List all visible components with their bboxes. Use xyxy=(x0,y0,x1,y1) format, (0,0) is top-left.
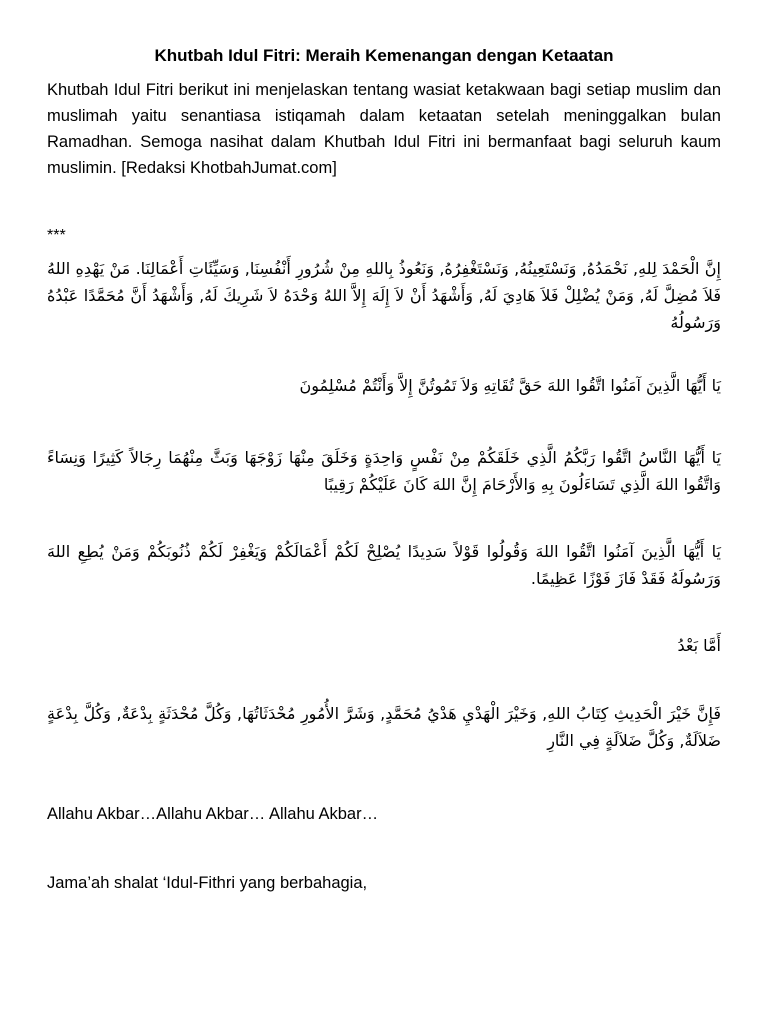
arabic-verse-al-ahzab: يَا أَيُّهَا الَّذِينَ آمَنُوا اتَّقُوا اللهَ وَقُولُوا قَوْلاً سَدِيدًا يُصْلِحْ لَكُمْ أَعْمَالَكُمْ وَيَغْفِرْ لَكُمْ ذُنُوبَكُمْ وَمَنْ يُطِعِ اللهَ وَرَسُولَهُ فَقَدْ فَازَ فَوْزًا عَظِيمًا. xyxy=(47,542,721,588)
arabic-amma-badu: أَمَّا بَعْدُ xyxy=(677,636,721,655)
takbir-line: Allahu Akbar…Allahu Akbar… Allahu Akbar… xyxy=(47,805,379,823)
document-title: Khutbah Idul Fitri: Meraih Kemenangan dengan Ketaatan xyxy=(154,46,614,65)
section-separator: *** xyxy=(47,227,66,244)
greeting-line: Jama’ah shalat ‘Idul-Fithri yang berbahagia, xyxy=(47,874,368,892)
arabic-verse-an-nisa: يَا أَيُّهَا النَّاسُ اتَّقُوا رَبَّكُمُ الَّذِي خَلَقَكُمْ مِنْ نَفْسٍ وَاحِدَةٍ وَخَلَقَ مِنْهَا زَوْجَهَا وَبَثَّ مِنْهُمَا رِجَالاً كَثِيرًا وَنِسَاءً وَاتَّقُوا اللهَ الَّذِي تَسَاءَلُونَ بِهِ وَالأَرْحَامَ إِنَّ اللهَ كَانَ عَلَيْكُمْ رَقِيبًا xyxy=(47,448,721,494)
arabic-opening-praise: إِنَّ الْحَمْدَ لِلهِ, نَحْمَدُهُ, وَنَسْتَعِينُهُ, وَنَسْتَغْفِرُهُ, وَنَعُوذُ بِاللهِ مِنْ شُرُورِ أَنْفُسِنَا, وَسَيِّئَاتِ أَعْمَالِنَا. مَنْ يَهْدِهِ اللهُ فَلاَ مُضِلَّ لَهُ, وَمَنْ يُضْلِلْ فَلاَ هَادِيَ لَهُ, وَأَشْهَدُ أَنْ لاَ إِلَهَ إِلاَّ اللهُ وَحْدَهُ لاَ شَرِيكَ لَهُ, وَأَشْهَدُ أَنَّ مُحَمَّدًا عَبْدُهُ وَرَسُولُهُ xyxy=(47,259,721,332)
arabic-verse-ali-imran: يَا أَيُّهَا الَّذِينَ آمَنُوا اتَّقُوا اللهَ حَقَّ تُقَاتِهِ وَلاَ تَمُوتُنَّ إِلاَّ وَأَنْتُمْ مُسْلِمُونَ xyxy=(299,376,721,395)
intro-paragraph: Khutbah Idul Fitri berikut ini menjelaskan tentang wasiat ketakwaan bagi setiap muslim dan muslimah yaitu senantiasa istiqamah dalam ketaatan setelah meninggalkan bulan Ramadhan. Semoga nasihat dalam Khutbah Idul Fitri ini bermanfaat bagi seluruh kaum muslimin. [Redaksi KhotbahJumat.com] xyxy=(47,81,721,177)
arabic-best-speech: فَإِنَّ خَيْرَ الْحَدِيثِ كِتَابُ اللهِ, وَخَيْرَ الْهَدْيِ هَدْيُ مُحَمَّدٍ, وَشَرَّ الأُمُورِ مُحْدَثَاتُهَا, وَكُلَّ مُحْدَثَةٍ بِدْعَةٌ, وَكُلَّ بِدْعَةٍ ضَلاَلَةٌ, وَكُلَّ ضَلاَلَةٍ فِي النَّارِ xyxy=(47,704,721,750)
